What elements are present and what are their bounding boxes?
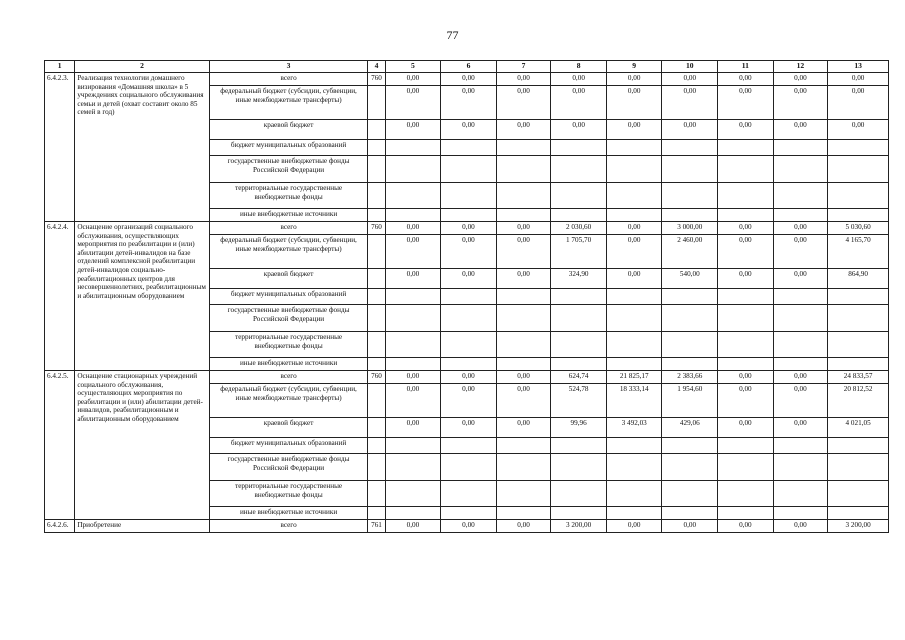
value-cell: 0,00 xyxy=(606,235,662,269)
value-cell xyxy=(496,209,551,222)
header-row xyxy=(45,61,889,73)
item-name: Оснащение стационарных учреждений социального обслуживания, осуществляющих мероприятия по реабилитации и (или) абилитации детей-инвалидов, реабилитационным и абилитационным оборудованием xyxy=(75,371,209,520)
value-cell xyxy=(551,507,607,520)
value-cell: 0,00 xyxy=(385,520,441,533)
value-cell: 5 030,60 xyxy=(828,222,889,235)
value-cell xyxy=(773,209,828,222)
value-cell xyxy=(551,209,607,222)
value-cell: 0,00 xyxy=(773,418,828,438)
table-row xyxy=(45,520,889,533)
value-cell xyxy=(606,481,662,507)
funding-source: краевой бюджет xyxy=(209,269,368,289)
value-cell xyxy=(718,183,774,209)
funding-source: иные внебюджетные источники xyxy=(209,358,368,371)
value-cell xyxy=(718,358,774,371)
value-cell: 0,00 xyxy=(718,222,774,235)
value-cell xyxy=(773,481,828,507)
value-cell xyxy=(606,209,662,222)
value-cell: 0,00 xyxy=(385,86,441,120)
value-cell xyxy=(496,305,551,332)
value-cell xyxy=(385,209,441,222)
value-cell: 0,00 xyxy=(385,384,441,418)
value-cell xyxy=(718,507,774,520)
value-cell: 3 200,00 xyxy=(828,520,889,533)
funding-source: государственные внебюджетные фонды Российской Федерации xyxy=(209,305,368,332)
value-cell: 4 021,05 xyxy=(828,418,889,438)
header-cell: 13 xyxy=(828,61,889,73)
value-cell xyxy=(828,209,889,222)
item-name: Приобретение xyxy=(75,520,209,533)
value-cell: 0,00 xyxy=(551,86,607,120)
code-column xyxy=(368,156,385,183)
value-cell: 0,00 xyxy=(496,384,551,418)
value-cell xyxy=(718,481,774,507)
value-cell: 0,00 xyxy=(718,520,774,533)
funding-source: территориальные государственные внебюджетные фонды xyxy=(209,332,368,358)
value-cell xyxy=(828,438,889,454)
value-cell xyxy=(606,305,662,332)
value-cell xyxy=(551,140,607,156)
code-column xyxy=(368,209,385,222)
code-column xyxy=(368,289,385,305)
value-cell: 2 030,60 xyxy=(551,222,607,235)
value-cell xyxy=(496,140,551,156)
value-cell xyxy=(496,438,551,454)
value-cell xyxy=(441,507,497,520)
value-cell: 0,00 xyxy=(773,235,828,269)
value-cell xyxy=(551,183,607,209)
code-column xyxy=(368,269,385,289)
value-cell: 0,00 xyxy=(441,520,497,533)
value-cell: 0,00 xyxy=(385,269,441,289)
value-cell xyxy=(496,183,551,209)
value-cell xyxy=(773,454,828,481)
code-column xyxy=(368,183,385,209)
value-cell xyxy=(496,358,551,371)
value-cell: 0,00 xyxy=(551,120,607,140)
value-cell xyxy=(551,481,607,507)
value-cell xyxy=(385,305,441,332)
funding-source: всего xyxy=(209,520,368,533)
code-column xyxy=(368,507,385,520)
value-cell xyxy=(551,156,607,183)
value-cell xyxy=(662,140,718,156)
value-cell xyxy=(385,358,441,371)
value-cell: 0,00 xyxy=(441,235,497,269)
value-cell xyxy=(551,332,607,358)
item-code: 6.4.2.3. xyxy=(45,73,75,222)
value-cell xyxy=(828,305,889,332)
value-cell xyxy=(496,332,551,358)
value-cell: 0,00 xyxy=(385,222,441,235)
value-cell xyxy=(773,332,828,358)
value-cell xyxy=(551,289,607,305)
code-column xyxy=(368,305,385,332)
funding-source: краевой бюджет xyxy=(209,120,368,140)
value-cell: 0,00 xyxy=(718,73,774,86)
value-cell: 0,00 xyxy=(606,120,662,140)
value-cell: 0,00 xyxy=(606,222,662,235)
value-cell xyxy=(606,140,662,156)
value-cell: 0,00 xyxy=(496,120,551,140)
funding-source: государственные внебюджетные фонды Российской Федерации xyxy=(209,156,368,183)
value-cell xyxy=(662,183,718,209)
value-cell: 624,74 xyxy=(551,371,607,384)
value-cell: 0,00 xyxy=(773,384,828,418)
value-cell xyxy=(773,438,828,454)
value-cell xyxy=(551,305,607,332)
value-cell xyxy=(773,289,828,305)
value-cell: 24 833,57 xyxy=(828,371,889,384)
value-cell: 0,00 xyxy=(441,222,497,235)
value-cell: 540,00 xyxy=(662,269,718,289)
value-cell xyxy=(385,481,441,507)
value-cell xyxy=(718,209,774,222)
value-cell: 0,00 xyxy=(718,86,774,120)
value-cell xyxy=(385,454,441,481)
value-cell: 0,00 xyxy=(773,120,828,140)
code-column xyxy=(368,86,385,120)
header-cell: 8 xyxy=(551,61,607,73)
value-cell xyxy=(828,289,889,305)
value-cell xyxy=(441,289,497,305)
value-cell: 0,00 xyxy=(441,384,497,418)
value-cell: 0,00 xyxy=(606,269,662,289)
value-cell: 0,00 xyxy=(551,73,607,86)
value-cell: 0,00 xyxy=(385,418,441,438)
value-cell xyxy=(606,289,662,305)
value-cell xyxy=(441,209,497,222)
value-cell xyxy=(773,183,828,209)
value-cell xyxy=(606,454,662,481)
value-cell xyxy=(606,507,662,520)
value-cell xyxy=(773,305,828,332)
funding-source: иные внебюджетные источники xyxy=(209,507,368,520)
value-cell xyxy=(662,305,718,332)
value-cell xyxy=(551,358,607,371)
item-code: 6.4.2.6. xyxy=(45,520,75,533)
value-cell xyxy=(773,140,828,156)
header-cell: 6 xyxy=(441,61,497,73)
value-cell xyxy=(385,507,441,520)
value-cell: 2 383,66 xyxy=(662,371,718,384)
value-cell: 324,90 xyxy=(551,269,607,289)
value-cell: 1 954,60 xyxy=(662,384,718,418)
funding-source: бюджет муниципальных образований xyxy=(209,438,368,454)
value-cell xyxy=(441,332,497,358)
value-cell xyxy=(718,140,774,156)
header-cell: 10 xyxy=(662,61,718,73)
value-cell xyxy=(496,481,551,507)
value-cell: 3 000,00 xyxy=(662,222,718,235)
value-cell xyxy=(718,156,774,183)
value-cell xyxy=(606,438,662,454)
funding-source: территориальные государственные внебюджетные фонды xyxy=(209,183,368,209)
item-name: Оснащение организаций социального обслуживания, осуществляющих мероприятия по реабилитации и (или) абилитации детей-инвалидов на базе отделений комплексной реабилитации детей-инвалидов социально-реабилитационных центров для несовершеннолетних, реабилитационным и абилитационным оборудованием xyxy=(75,222,209,371)
value-cell: 0,00 xyxy=(385,235,441,269)
value-cell: 0,00 xyxy=(773,520,828,533)
value-cell: 0,00 xyxy=(828,73,889,86)
value-cell xyxy=(662,507,718,520)
value-cell xyxy=(441,305,497,332)
header-cell: 1 xyxy=(45,61,75,73)
funding-source: федеральный бюджет (субсидии, субвенции, иные межбюджетные трансферты) xyxy=(209,235,368,269)
value-cell xyxy=(385,156,441,183)
value-cell: 0,00 xyxy=(385,73,441,86)
value-cell: 0,00 xyxy=(718,235,774,269)
value-cell: 524,78 xyxy=(551,384,607,418)
code-column xyxy=(368,481,385,507)
value-cell xyxy=(385,289,441,305)
header-cell: 2 xyxy=(75,61,209,73)
header-cell: 7 xyxy=(496,61,551,73)
value-cell xyxy=(662,209,718,222)
code-column xyxy=(368,235,385,269)
funding-source: государственные внебюджетные фонды Российской Федерации xyxy=(209,454,368,481)
value-cell xyxy=(718,438,774,454)
value-cell xyxy=(773,507,828,520)
value-cell xyxy=(385,438,441,454)
value-cell xyxy=(441,454,497,481)
value-cell: 0,00 xyxy=(496,73,551,86)
table-row xyxy=(45,222,889,235)
header-cell: 4 xyxy=(368,61,385,73)
value-cell: 3 492,03 xyxy=(606,418,662,438)
value-cell xyxy=(662,332,718,358)
value-cell: 429,06 xyxy=(662,418,718,438)
value-cell xyxy=(441,156,497,183)
value-cell: 0,00 xyxy=(606,86,662,120)
value-cell: 0,00 xyxy=(496,418,551,438)
value-cell: 0,00 xyxy=(496,235,551,269)
value-cell: 0,00 xyxy=(718,120,774,140)
value-cell: 0,00 xyxy=(385,371,441,384)
funding-source: бюджет муниципальных образований xyxy=(209,289,368,305)
header-cell: 5 xyxy=(385,61,441,73)
value-cell: 0,00 xyxy=(496,269,551,289)
code-column xyxy=(368,418,385,438)
value-cell xyxy=(718,289,774,305)
value-cell: 0,00 xyxy=(441,269,497,289)
value-cell: 18 333,14 xyxy=(606,384,662,418)
value-cell: 0,00 xyxy=(496,371,551,384)
value-cell: 0,00 xyxy=(662,73,718,86)
value-cell: 0,00 xyxy=(441,418,497,438)
value-cell: 1 705,70 xyxy=(551,235,607,269)
value-cell: 0,00 xyxy=(662,86,718,120)
value-cell xyxy=(662,438,718,454)
code-column: 760 xyxy=(368,371,385,384)
code-column xyxy=(368,332,385,358)
value-cell: 0,00 xyxy=(773,73,828,86)
value-cell: 0,00 xyxy=(773,371,828,384)
value-cell xyxy=(662,481,718,507)
value-cell: 0,00 xyxy=(828,86,889,120)
value-cell xyxy=(828,507,889,520)
value-cell: 0,00 xyxy=(441,86,497,120)
value-cell: 0,00 xyxy=(606,520,662,533)
funding-source: федеральный бюджет (субсидии, субвенции, иные межбюджетные трансферты) xyxy=(209,86,368,120)
funding-source: всего xyxy=(209,73,368,86)
value-cell xyxy=(718,332,774,358)
header-cell: 11 xyxy=(718,61,774,73)
funding-source: бюджет муниципальных образований xyxy=(209,140,368,156)
value-cell xyxy=(385,332,441,358)
value-cell xyxy=(496,454,551,481)
item-code: 6.4.2.5. xyxy=(45,371,75,520)
value-cell xyxy=(441,183,497,209)
value-cell: 0,00 xyxy=(496,520,551,533)
value-cell: 3 200,00 xyxy=(551,520,607,533)
code-column: 761 xyxy=(368,520,385,533)
table-row xyxy=(45,371,889,384)
budget-table xyxy=(44,60,889,533)
value-cell xyxy=(385,183,441,209)
funding-source: всего xyxy=(209,371,368,384)
value-cell: 99,96 xyxy=(551,418,607,438)
code-column xyxy=(368,438,385,454)
code-column xyxy=(368,384,385,418)
value-cell xyxy=(828,358,889,371)
value-cell xyxy=(441,140,497,156)
code-column: 760 xyxy=(368,73,385,86)
value-cell xyxy=(606,358,662,371)
value-cell: 0,00 xyxy=(718,384,774,418)
value-cell xyxy=(773,156,828,183)
value-cell: 21 825,17 xyxy=(606,371,662,384)
value-cell: 0,00 xyxy=(496,86,551,120)
value-cell xyxy=(718,305,774,332)
value-cell xyxy=(441,438,497,454)
value-cell: 0,00 xyxy=(606,73,662,86)
value-cell xyxy=(441,358,497,371)
value-cell xyxy=(718,454,774,481)
value-cell: 4 165,70 xyxy=(828,235,889,269)
table-row xyxy=(45,73,889,86)
value-cell xyxy=(496,289,551,305)
code-column xyxy=(368,454,385,481)
value-cell xyxy=(662,156,718,183)
item-code: 6.4.2.4. xyxy=(45,222,75,371)
value-cell xyxy=(828,183,889,209)
value-cell: 0,00 xyxy=(718,269,774,289)
value-cell xyxy=(496,507,551,520)
value-cell: 0,00 xyxy=(828,120,889,140)
item-name: Реализация технологии домашнего визирования «Домашняя школа» в 5 учреждениях социального обслуживания семьи и детей (охват составит около 85 семей в год) xyxy=(75,73,209,222)
value-cell: 0,00 xyxy=(496,222,551,235)
value-cell xyxy=(828,481,889,507)
value-cell xyxy=(828,332,889,358)
value-cell: 0,00 xyxy=(662,120,718,140)
value-cell xyxy=(773,358,828,371)
value-cell: 864,90 xyxy=(828,269,889,289)
funding-source: федеральный бюджет (субсидии, субвенции, иные межбюджетные трансферты) xyxy=(209,384,368,418)
value-cell: 0,00 xyxy=(773,222,828,235)
value-cell xyxy=(385,140,441,156)
value-cell xyxy=(606,332,662,358)
value-cell xyxy=(828,454,889,481)
value-cell: 2 460,00 xyxy=(662,235,718,269)
header-cell: 12 xyxy=(773,61,828,73)
value-cell: 0,00 xyxy=(385,120,441,140)
value-cell xyxy=(662,358,718,371)
value-cell xyxy=(828,156,889,183)
value-cell: 0,00 xyxy=(773,86,828,120)
value-cell: 0,00 xyxy=(773,269,828,289)
value-cell xyxy=(606,183,662,209)
value-cell xyxy=(496,156,551,183)
value-cell xyxy=(551,438,607,454)
code-column xyxy=(368,120,385,140)
code-column: 760 xyxy=(368,222,385,235)
value-cell xyxy=(441,481,497,507)
value-cell: 0,00 xyxy=(718,418,774,438)
funding-source: всего xyxy=(209,222,368,235)
page-number: 77 xyxy=(446,28,459,42)
value-cell xyxy=(662,454,718,481)
value-cell xyxy=(828,140,889,156)
funding-source: территориальные государственные внебюджетные фонды xyxy=(209,481,368,507)
value-cell: 0,00 xyxy=(662,520,718,533)
table-body xyxy=(45,61,889,533)
code-column xyxy=(368,358,385,371)
value-cell xyxy=(662,289,718,305)
funding-source: краевой бюджет xyxy=(209,418,368,438)
value-cell: 0,00 xyxy=(718,371,774,384)
header-cell: 3 xyxy=(209,61,368,73)
value-cell xyxy=(551,454,607,481)
code-column xyxy=(368,140,385,156)
value-cell xyxy=(606,156,662,183)
funding-source: иные внебюджетные источники xyxy=(209,209,368,222)
value-cell: 0,00 xyxy=(441,371,497,384)
header-cell: 9 xyxy=(606,61,662,73)
value-cell: 0,00 xyxy=(441,73,497,86)
value-cell: 20 812,52 xyxy=(828,384,889,418)
value-cell: 0,00 xyxy=(441,120,497,140)
